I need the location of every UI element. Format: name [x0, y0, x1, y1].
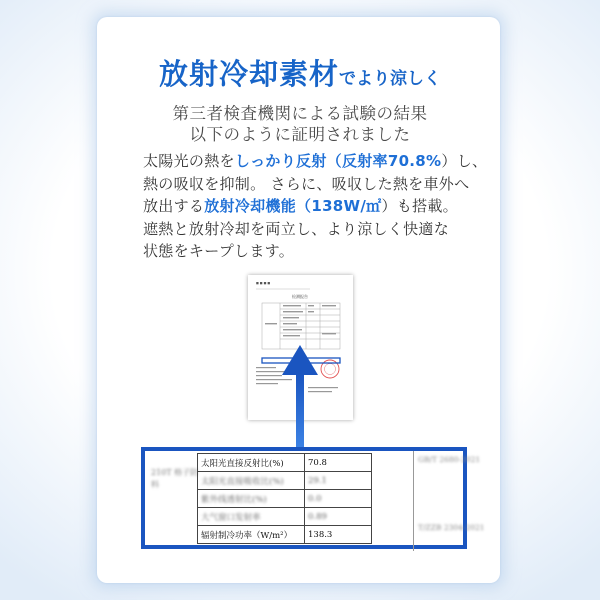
table-row	[198, 526, 372, 544]
text: （	[296, 197, 312, 215]
headline	[0, 52, 600, 93]
result-item: 紫外线透射比(%)	[198, 490, 305, 508]
certificate-title: 检测报告	[292, 294, 308, 299]
svg-text:■ ■ ■ ■: ■ ■ ■ ■	[256, 281, 271, 285]
headline-main: 放射冷却素材	[158, 57, 339, 91]
text: ）し、	[441, 152, 488, 170]
highlight-reflection: しっかり反射	[234, 152, 327, 170]
highlight-reflectance: 反射率70.8%	[341, 152, 442, 170]
result-value: 29.1	[305, 472, 372, 490]
description-line-1	[143, 150, 488, 173]
standard-2: T/ZZB 2304-2021	[418, 523, 485, 532]
result-item: 太阳光直接反射比(%)	[198, 454, 305, 472]
results-grid	[197, 453, 372, 544]
subtitle-line-2: 以下のように証明されました	[189, 125, 411, 144]
text: （	[326, 152, 342, 170]
highlight-cooling-power: 138W/㎡	[311, 197, 382, 215]
standard-column	[413, 451, 485, 551]
description	[143, 150, 488, 263]
subtitle-line-1: 第三者検査機関による試験の結果	[172, 104, 428, 123]
sample-label-line-1: 210T 格子防	[151, 468, 199, 477]
table-row	[198, 490, 372, 508]
result-value: 0.0	[305, 490, 372, 508]
highlight-radiative-cooling: 放射冷却機能	[204, 197, 297, 215]
sample-label-line-2: 料	[151, 480, 159, 489]
headline-suffix: でより涼しく	[339, 69, 441, 89]
results-body	[198, 454, 372, 544]
result-item: 太阳光直接吸收比(%)	[198, 472, 305, 490]
description-line-3	[143, 195, 473, 218]
test-results-table	[141, 447, 485, 549]
result-item: 辐射制冷功率（W/m²）	[198, 526, 305, 544]
table-row	[198, 454, 372, 472]
description-line-2: 熱の吸収を抑制。 さらに、吸収した熱を車外へ	[143, 174, 470, 193]
table-row	[198, 508, 372, 526]
result-item: 大气窗口发射率	[198, 508, 305, 526]
result-value: 0.89	[305, 508, 372, 526]
result-value: 138.3	[305, 526, 372, 544]
description-line-4: 遮熱と放射冷却を両立し、より涼しく快適な	[143, 219, 450, 238]
text: 太陽光の熱を	[143, 152, 235, 170]
sample-label	[151, 467, 198, 491]
text: ）も搭載。	[381, 197, 458, 215]
standard-1: GB/T 2680-2021	[418, 455, 481, 464]
result-value: 70.8	[305, 454, 372, 472]
text: 放出する	[143, 197, 205, 215]
description-line-5: 状態をキープします。	[143, 242, 295, 260]
pointer-arrow-icon	[280, 345, 320, 455]
table-row	[198, 472, 372, 490]
